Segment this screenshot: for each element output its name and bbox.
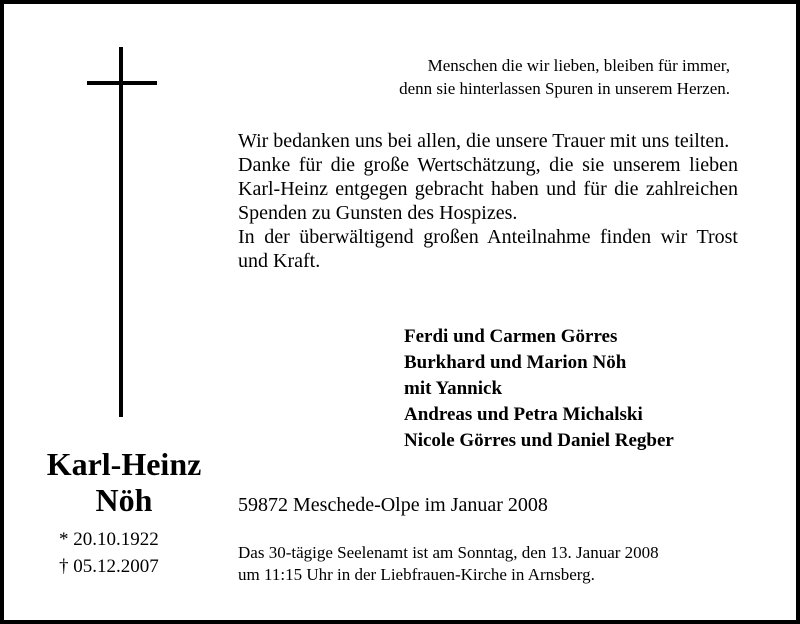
service-notice bbox=[238, 542, 659, 586]
cross-vertical-bar bbox=[119, 47, 123, 417]
thanks-text bbox=[238, 129, 738, 273]
thanks-paragraph: In der überwältigend großen Anteilnahme finden wir Trost und Kraft. bbox=[238, 226, 738, 272]
cross-horizontal-bar bbox=[87, 81, 157, 85]
signer: mit Yannick bbox=[404, 378, 503, 399]
signer: Ferdi und Carmen Görres bbox=[404, 326, 618, 347]
signer: Burkhard und Marion Nöh bbox=[404, 352, 627, 373]
place-date: 59872 Meschede-Olpe im Januar 2008 bbox=[238, 494, 548, 516]
signer: Andreas und Petra Michalski bbox=[404, 404, 643, 425]
signers-list bbox=[404, 324, 674, 454]
thanks-paragraph: Danke für die große Wertschätzung, die sie unserem lieben Karl-Heinz entgegen gebracht haben und für die zahlreichen Spenden zu Gunsten des Hospizes. bbox=[238, 154, 738, 224]
motto-line: Menschen die wir lieben, bleiben für immer, bbox=[427, 56, 730, 75]
notice-line: Das 30-tägige Seelenamt ist am Sonntag, den 13. Januar 2008 bbox=[238, 543, 659, 562]
thanks-paragraph: Wir bedanken uns bei allen, die unsere Trauer mit uns teilten. bbox=[238, 130, 730, 152]
deceased-name-first: Karl-Heinz bbox=[46, 446, 202, 482]
notice-line: um 11:15 Uhr in der Liebfrauen-Kirche in Arnsberg. bbox=[238, 565, 595, 584]
motto-line: denn sie hinterlassen Spuren in unserem Herzen. bbox=[399, 79, 730, 98]
birth-date: * 20.10.1922 bbox=[59, 529, 159, 550]
deceased-name-last: Nöh bbox=[95, 482, 153, 518]
signer: Nicole Görres und Daniel Regber bbox=[404, 430, 674, 451]
death-date: † 05.12.2007 bbox=[59, 556, 159, 577]
motto bbox=[399, 54, 730, 100]
